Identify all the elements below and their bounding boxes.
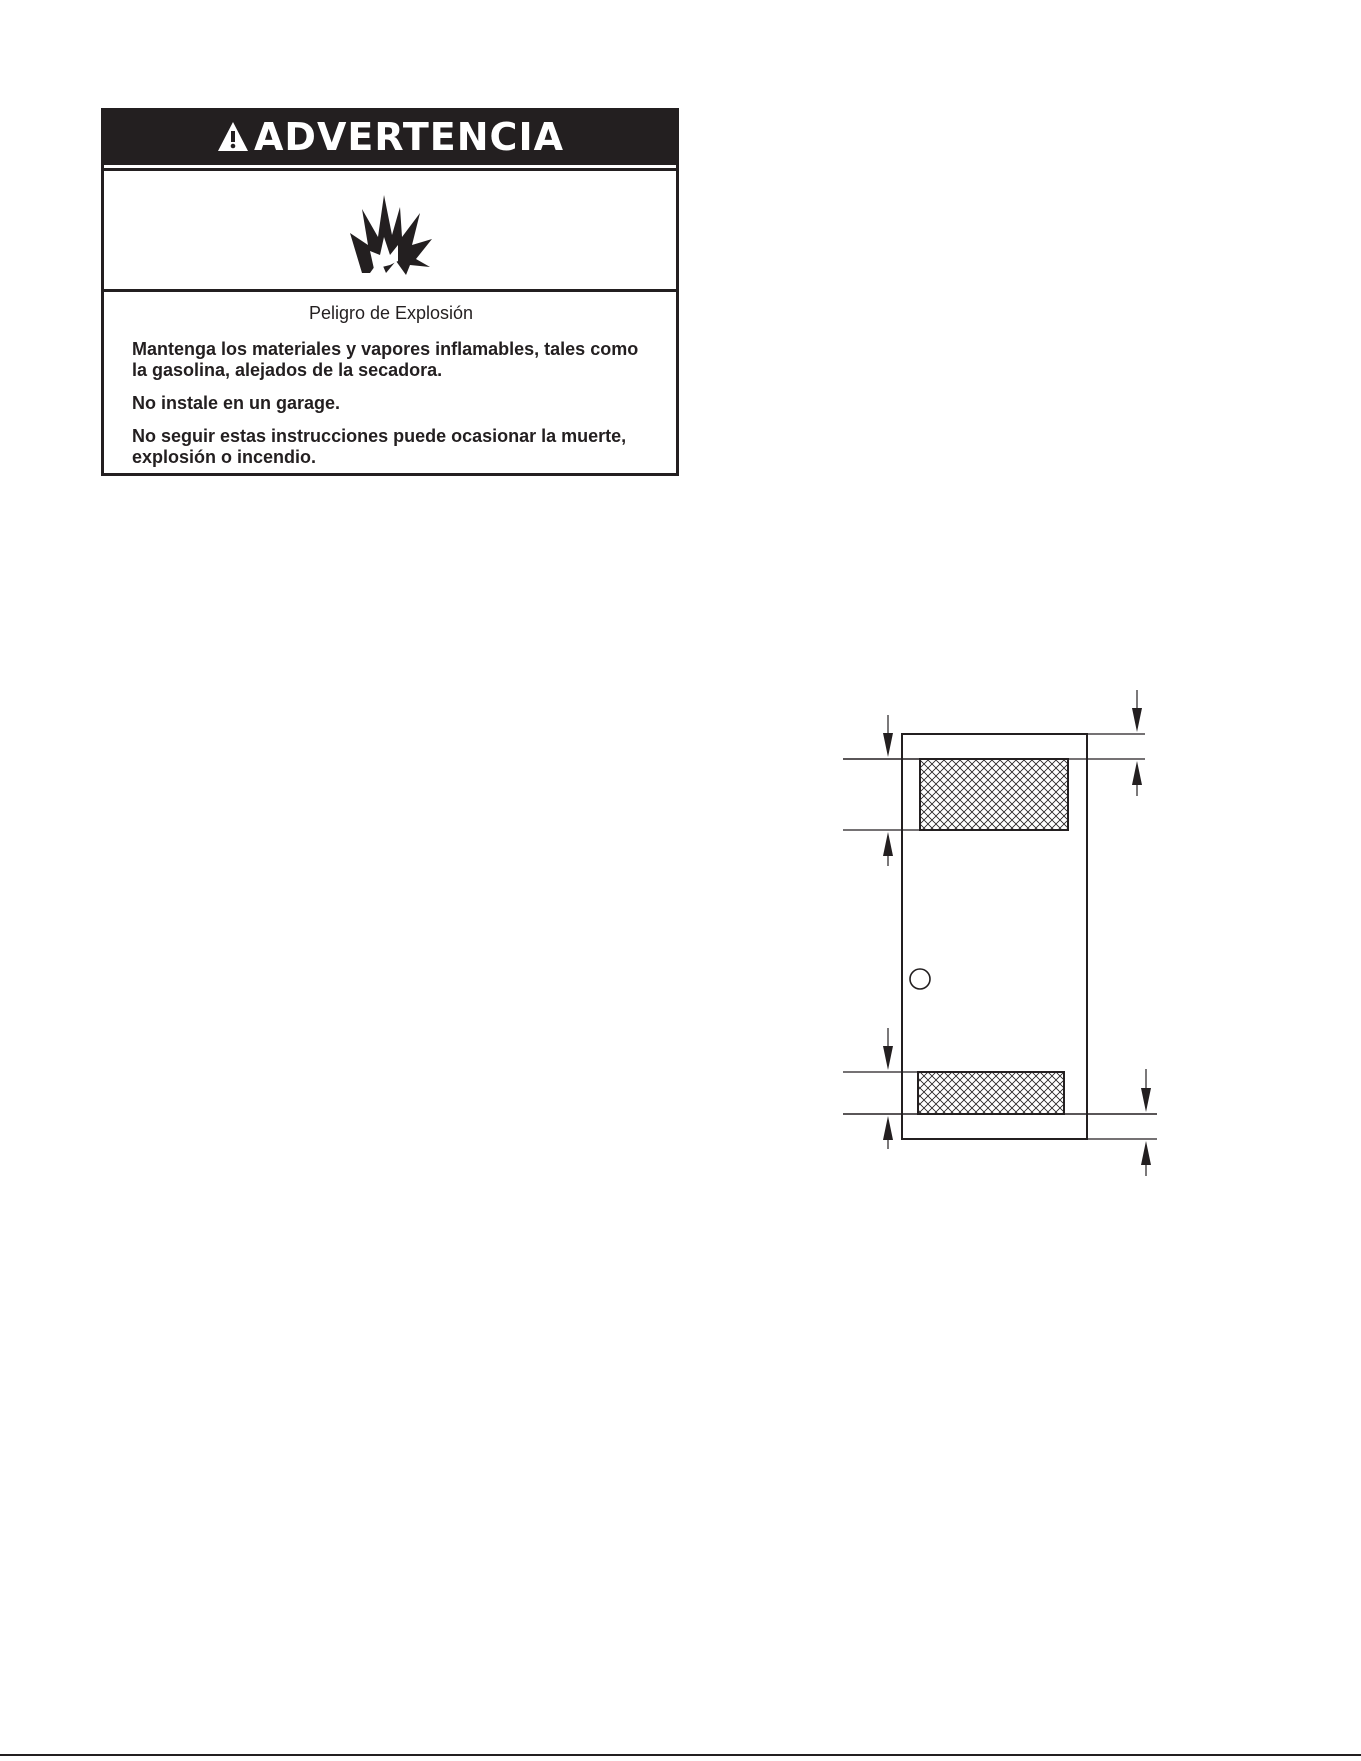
warning-title: ADVERTENCIA [254, 114, 564, 159]
hazard-title: Peligro de Explosión [308, 303, 474, 323]
arrowhead [883, 832, 893, 856]
arrowhead [883, 1046, 893, 1070]
door-knob [910, 969, 930, 989]
arrowhead [883, 733, 893, 757]
arrowhead [1132, 761, 1142, 785]
bottom-vent-opening [918, 1072, 1064, 1114]
arrowhead [1141, 1141, 1151, 1165]
arrowhead [1141, 1088, 1151, 1112]
warning-line-3: No seguir estas instrucciones puede ocasionar la muerte, explosión o incendio. [132, 426, 627, 468]
arrowhead [883, 1116, 893, 1140]
warning-line-2: No instale en un garage. [132, 393, 341, 414]
top-vent-opening [920, 759, 1068, 830]
warning-line-1: Mantenga los materiales y vapores inflamables, tales como la gasolina, alejados de la secadora. [132, 339, 639, 381]
arrowhead [1132, 708, 1142, 732]
footer-rule [0, 1752, 1361, 1758]
